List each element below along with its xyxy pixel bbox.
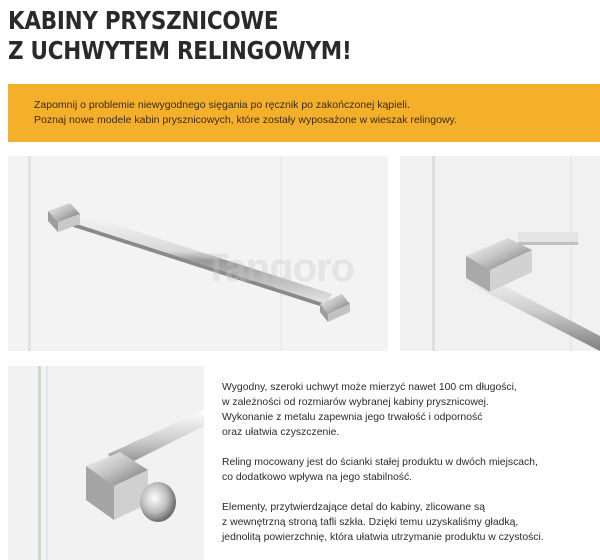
- intro-banner: [8, 84, 600, 142]
- watermark-text: Tangoro: [204, 246, 355, 290]
- text-line: Elementy, przytwierdzające detal do kabiny, zlicowane są: [222, 502, 485, 513]
- banner-line-2: Poznaj nowe modele kabin prysznicowych, które zostały wyposażone w wieszak relingowy.: [34, 114, 457, 126]
- text-line: Reling mocowany jest do ścianki stałej produktu w dwóch miejscach,: [222, 457, 538, 468]
- text-line: Wykonanie z metalu zapewnia jego trwałość i odporność: [222, 412, 483, 423]
- description-paragraph-1: [222, 380, 592, 440]
- text-line: oraz ułatwia czyszczenie.: [222, 427, 340, 438]
- description-paragraph-3: [222, 500, 592, 545]
- description-paragraph-2: [222, 455, 592, 485]
- product-photo-bracket-closeup: [400, 156, 600, 351]
- title-line-2: Z UCHWYTEM RELINGOWYM!: [8, 36, 352, 65]
- page-title: [8, 6, 351, 66]
- title-line-1: KABINY PRYSZNICOWE: [8, 6, 279, 35]
- bracket-closeup-illustration: [400, 156, 600, 351]
- text-line: z wewnętrzną stroną tafli szkła. Dzięki temu uzyskaliśmy gładką,: [222, 517, 519, 528]
- text-line: co dodatkowo wpływa na jego stabilność.: [222, 472, 413, 483]
- product-description: [222, 380, 592, 560]
- banner-line-1: Zapomnij o problemie niewygodnego sięgania po ręcznik po zakończonej kąpieli.: [34, 99, 410, 111]
- glass-mount-illustration: [8, 366, 204, 560]
- product-photo-glass-mount: [8, 366, 204, 560]
- text-line: jednolitą powierzchnię, która ułatwia utrzymanie produktu w czystości.: [222, 532, 544, 543]
- text-line: w zależności od rozmiarów wybranej kabiny prysznicowej.: [222, 397, 489, 408]
- text-line: Wygodny, szeroki uchwyt może mierzyć nawet 100 cm długości,: [222, 382, 517, 393]
